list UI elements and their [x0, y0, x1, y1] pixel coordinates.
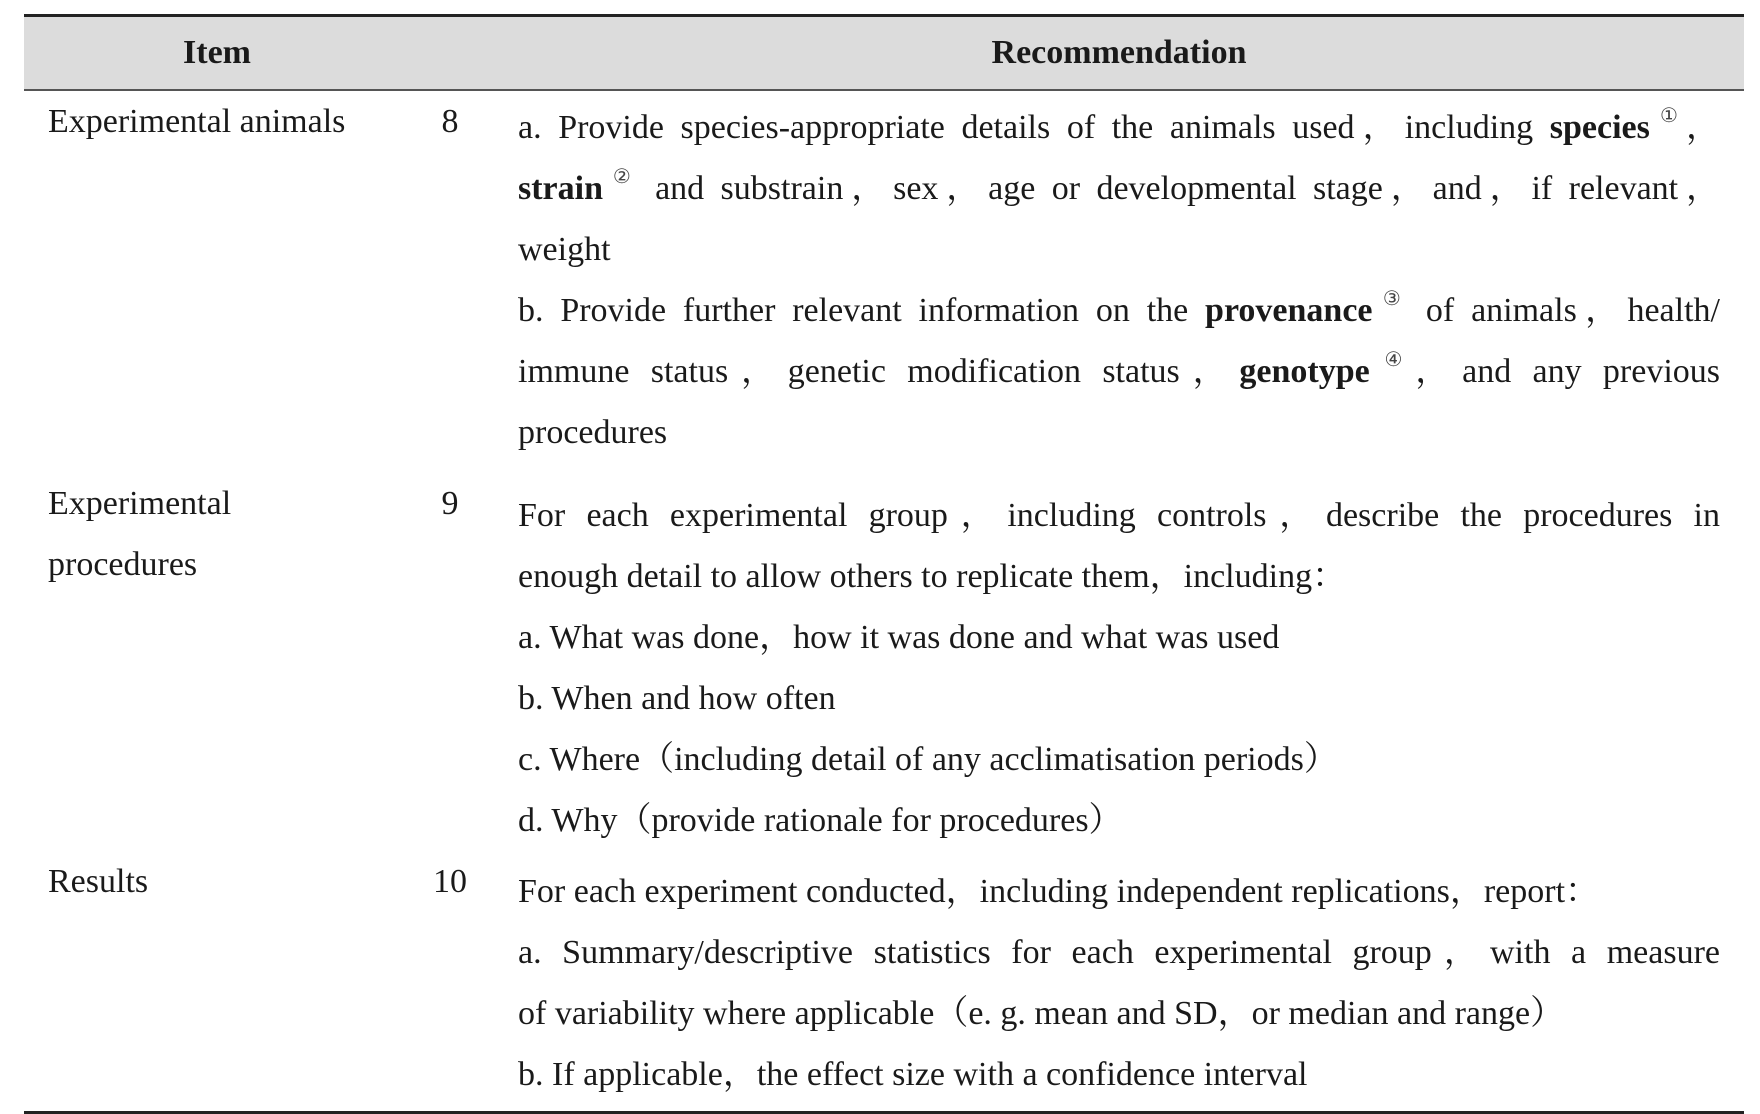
- keyword-genotype: genotype: [1239, 353, 1370, 390]
- row-recommendation: [518, 97, 1720, 463]
- row-item-line: Experimental: [48, 485, 232, 522]
- recommendation-table: [24, 14, 1744, 1114]
- keyword-provenance: provenance: [1205, 292, 1373, 329]
- rec-line: b. When and how often: [518, 680, 836, 717]
- footnote-mark: ②: [605, 164, 639, 188]
- row-item: Experimental animals: [48, 103, 346, 140]
- keyword-species: species: [1549, 109, 1650, 146]
- table-row: [24, 473, 1744, 851]
- footnote-mark: ①: [1651, 103, 1686, 127]
- rec-line: a. Summary/descriptive statistics for each experimental group，with a measure: [518, 934, 1720, 971]
- row-number: 10: [433, 863, 467, 900]
- row-recommendation: [518, 861, 1720, 1105]
- rec-line: a. What was done，how it was done and what was used: [518, 619, 1280, 656]
- keyword-strain: strain: [518, 170, 603, 207]
- rec-line: c. Where（including detail of any acclimatisation periods）: [518, 741, 1338, 778]
- row-number: 9: [441, 485, 459, 522]
- rec-line: procedures: [518, 414, 668, 451]
- rec-line: of variability where applicable（e. g. mean and SD，or median and range）: [518, 995, 1565, 1032]
- table-row: [24, 91, 1744, 473]
- header-recommendation: Recommendation: [991, 34, 1247, 71]
- row-number: 8: [441, 103, 459, 140]
- rec-line: b. Provide further relevant information on the provenance ③ of animals，health/: [518, 286, 1720, 329]
- footnote-mark: ④: [1371, 347, 1416, 371]
- row-recommendation: [518, 485, 1720, 851]
- footnote-mark: ③: [1374, 286, 1410, 310]
- rec-line: immune status，genetic modification status，genotype ④，and any previous: [518, 347, 1720, 390]
- rec-line: For each experiment conducted，including independent replications，report：: [518, 873, 1600, 910]
- rec-line: enough detail to allow others to replicate them，including：: [518, 558, 1347, 595]
- rec-line: b. If applicable，the effect size with a confidence interval: [518, 1056, 1308, 1093]
- rec-line: weight: [518, 231, 611, 268]
- row-item: Results: [48, 863, 149, 900]
- rec-line: For each experimental group，including controls，describe the procedures in: [518, 497, 1720, 534]
- table-header: [24, 17, 1744, 91]
- table-row: [24, 851, 1744, 1105]
- row-item: [48, 473, 388, 595]
- rec-line: a. Provide species-appropriate details of the animals used，including species ①，: [518, 103, 1720, 146]
- rec-line: d. Why（provide rationale for procedures）: [518, 802, 1123, 839]
- row-item-line: procedures: [48, 546, 198, 583]
- header-item: Item: [183, 34, 251, 71]
- rec-line: strain ② and substrain，sex，age or developmental stage，and，if relevant，: [518, 164, 1720, 207]
